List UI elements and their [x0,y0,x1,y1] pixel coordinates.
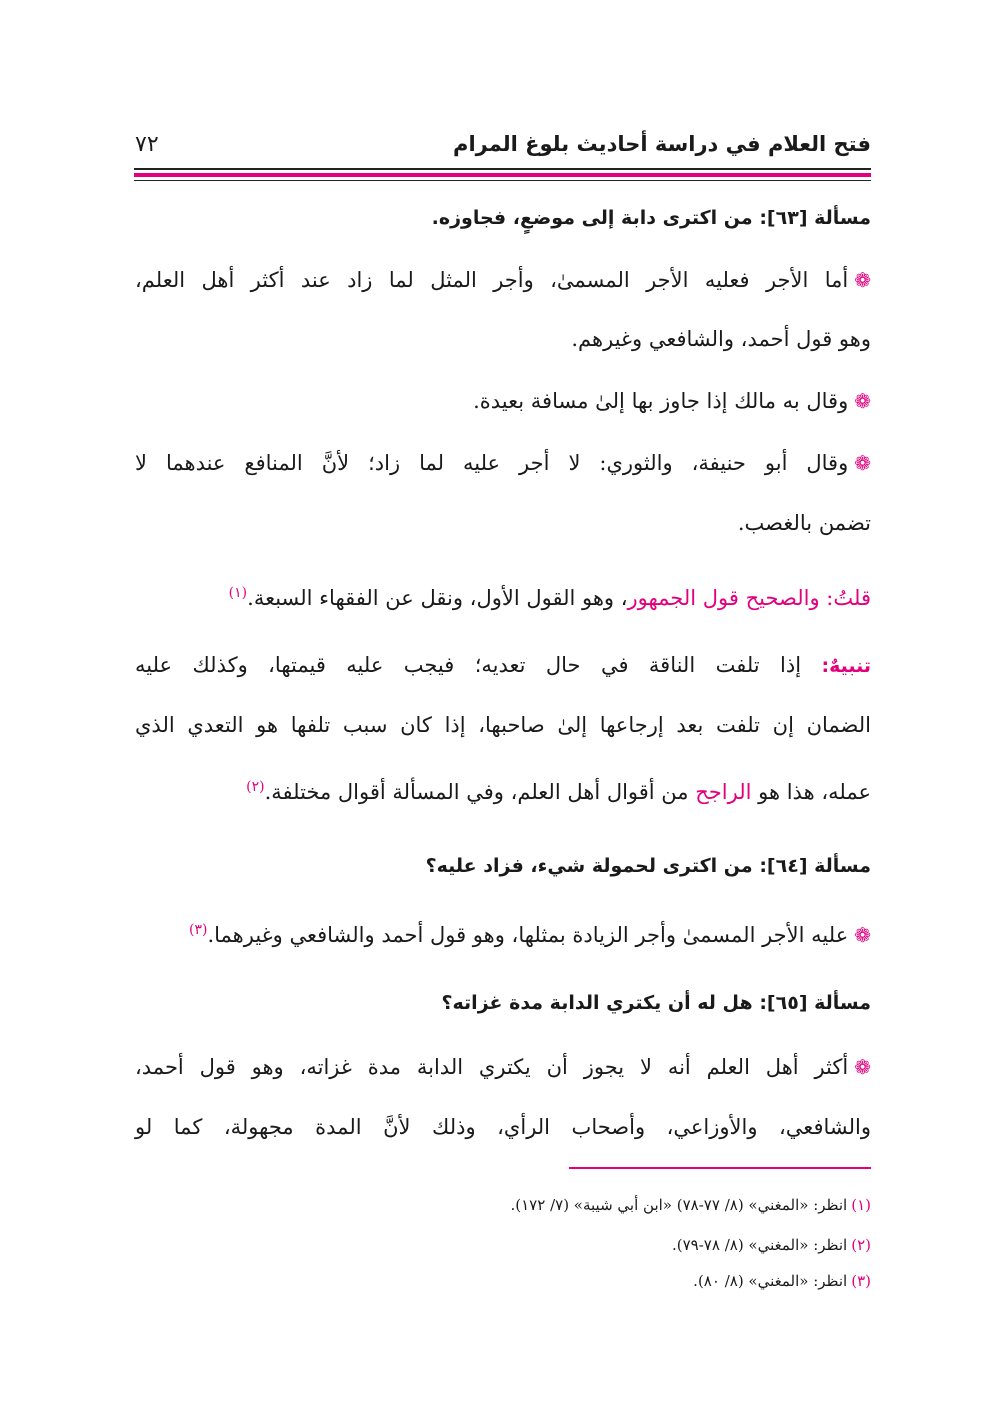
question-text: من اكترى دابة إلى موضعٍ، فجاوزه. [431,207,753,229]
flower-bullet-icon: ❁ [854,268,871,292]
paragraph-text: والشافعي، والأوزاعي، وأصحاب الرأي، وذلك لأنَّ المدة مجهولة، كما لو [135,1115,871,1139]
paragraph-line [135,448,871,478]
note-text: من أقوال أهل العلم، وفي المسألة أقوال مختلفة. [264,780,689,804]
footnote-marker: (١) [851,1196,871,1214]
question-label: مسألة [٦٤]: [759,855,871,877]
opinion-text: ، وهو القول الأول، ونقل عن الفقهاء السبعة. [247,586,628,610]
paragraph-line [571,324,871,354]
footnote [693,1270,871,1292]
question-label: مسألة [٦٥]: [759,992,871,1014]
question-65 [442,987,872,1018]
paragraph-text: تضمن بالغصب. [737,511,871,535]
paragraph-text: وقال به مالك إذا جاوز بها إلىٰ مسافة بعيدة. [473,389,849,413]
footnote [511,1194,872,1216]
header-rule-accent [134,173,871,177]
opinion-line [229,578,871,613]
flower-bullet-icon: ❁ [854,923,871,947]
book-title: فتح العلام في دراسة أحاديث بلوغ المرام [453,132,871,156]
note-line [246,772,871,807]
question-label: مسألة [٦٣]: [759,207,871,229]
flower-bullet-icon: ❁ [854,1055,871,1079]
question-text: من اكترى لحمولة شيء، فزاد عليه؟ [425,855,753,877]
paragraph-line [135,1112,871,1142]
question-63 [432,202,871,233]
header-rule-top [134,168,871,170]
opinion-highlight: قلتُ: والصحيح قول الجمهور [627,586,871,610]
question-text: هل له أن يكتري الدابة مدة غزاته؟ [441,992,753,1014]
paragraph-text: عليه الأجر المسمىٰ وأجر الزيادة بمثلها، وهو قول أحمد والشافعي وغيرهما. [207,923,849,947]
footnote-text: انظر: «المغني» (٨/ ٧٧-٧٨) «ابن أبي شيبة» (٧/ ١٧٢). [510,1196,848,1214]
paragraph-line [189,915,871,950]
note-text: عمله، هذا هو [758,780,871,804]
footnote-marker: (٣) [851,1272,871,1290]
footnote-text: انظر: «المغني» (٨/ ٨٠). [693,1272,848,1290]
paragraph-text: وقال أبو حنيفة، والثوري: لا أجر عليه لما زاد؛ لأنَّ المنافع عندهما لا [135,451,849,475]
paragraph-text: وهو قول أحمد، والشافعي وغيرهم. [571,327,871,351]
running-header [135,128,871,160]
note-label: تنبيهٌ: [821,655,871,677]
footnote-separator [569,1167,871,1169]
footnote [672,1234,871,1256]
footnote-ref[interactable]: (٣) [189,922,208,938]
note-text: الضمان إن تلفت بعد إرجاعها إلىٰ صاحبها، إذا كان سبب تلفها هو التعدي الذي [135,713,871,737]
page-number: ٧٢ [135,131,159,157]
question-64 [426,850,871,881]
note-line [135,710,871,740]
footnote-text: انظر: «المغني» (٨/ ٧٨-٧٩). [671,1236,848,1254]
footnote-ref[interactable]: (٢) [246,779,265,795]
preferred-highlight: الراجح [695,780,752,804]
header-rule-bottom [134,180,871,181]
paragraph-line [473,386,871,416]
flower-bullet-icon: ❁ [854,451,871,475]
note-line [135,650,871,681]
flower-bullet-icon: ❁ [854,389,871,413]
paragraph-line [738,508,871,538]
paragraph-line [135,265,871,295]
paragraph-text: أكثر أهل العلم أنه لا يجوز أن يكتري الدابة مدة غزاته، وهو قول أحمد، [135,1055,849,1079]
paragraph-line [135,1052,871,1082]
paragraph-text: أما الأجر فعليه الأجر المسمىٰ، وأجر المثل لما زاد عند أكثر أهل العلم، [135,268,849,292]
footnote-marker: (٢) [851,1236,871,1254]
footnote-ref[interactable]: (١) [228,585,248,601]
note-text: إذا تلفت الناقة في حال تعديه؛ فيجب عليه قيمتها، وكذلك عليه [135,653,802,677]
